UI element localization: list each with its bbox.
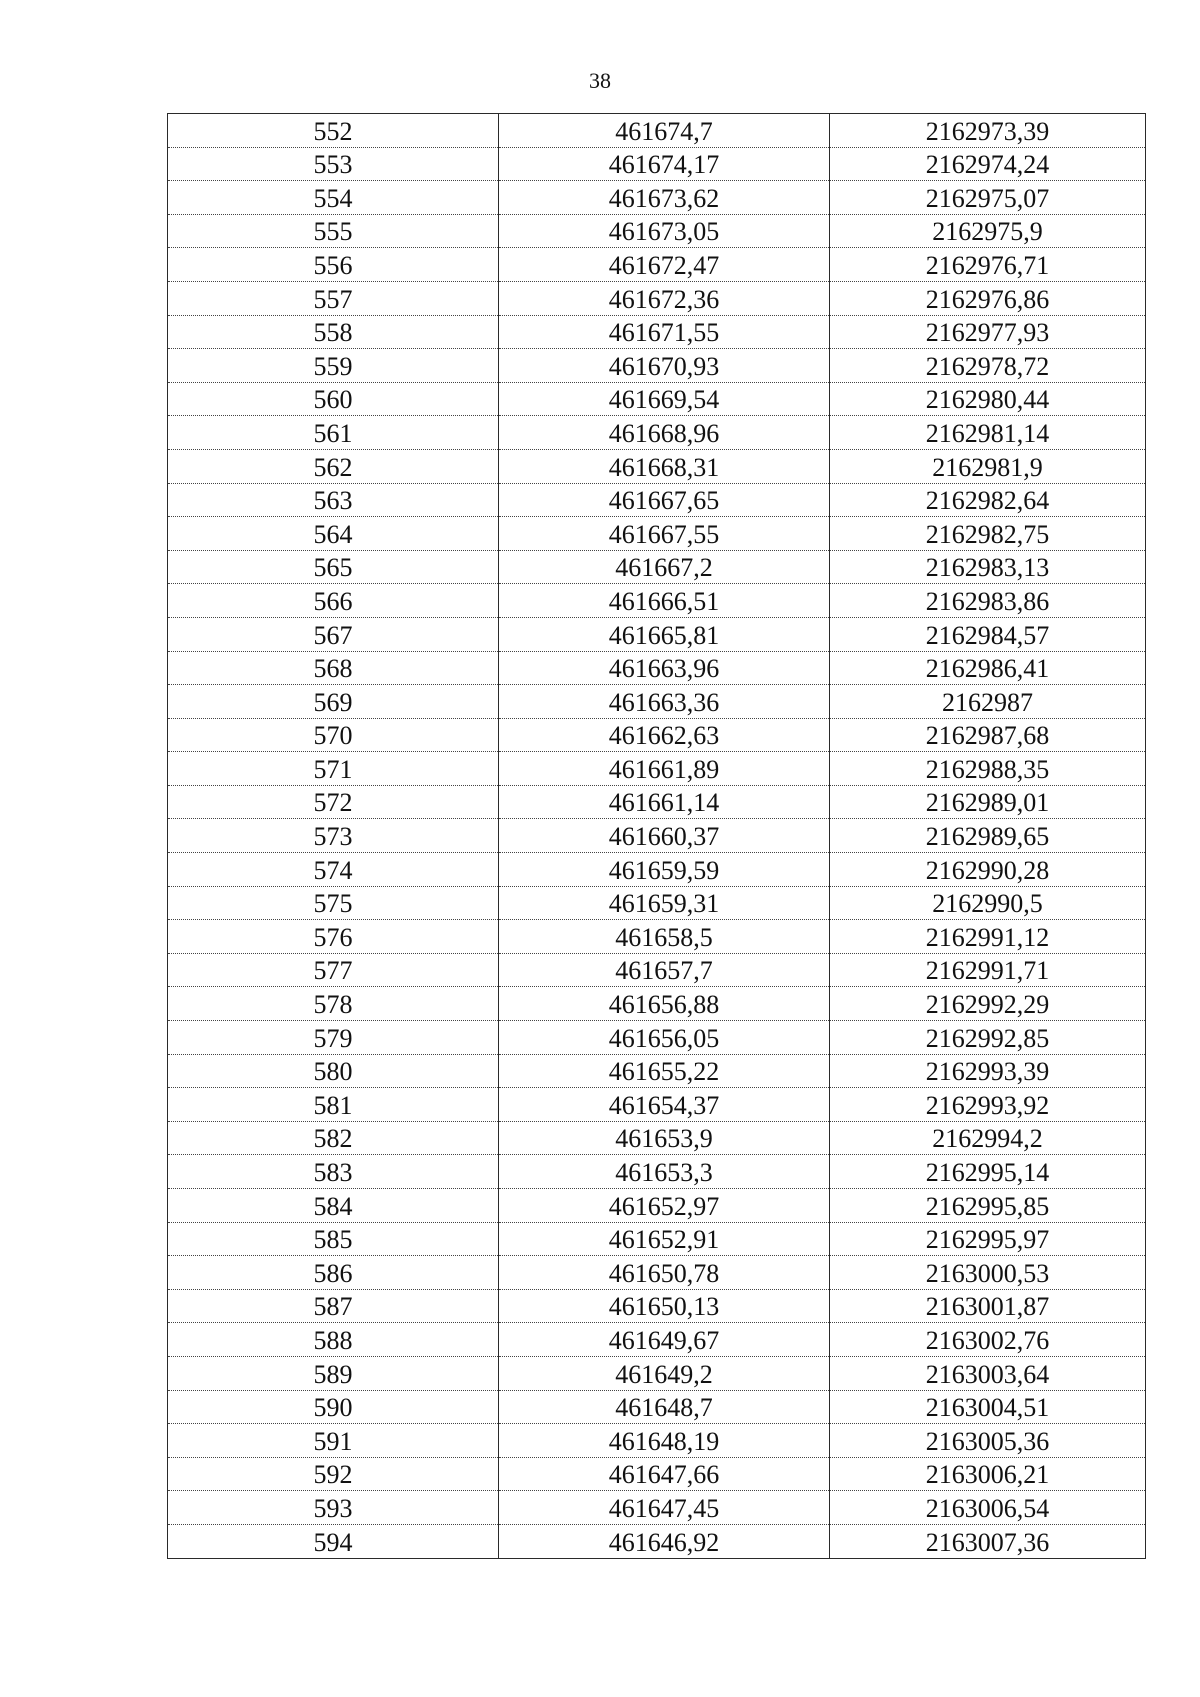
- x-coordinate-cell: 461667,65: [499, 483, 830, 517]
- y-coordinate-cell: 2162975,07: [830, 181, 1146, 215]
- x-coordinate-cell: 461663,36: [499, 685, 830, 719]
- y-coordinate-cell: 2162983,13: [830, 550, 1146, 584]
- coordinates-table-body: [168, 114, 1146, 1559]
- x-coordinate-cell: 461659,59: [499, 853, 830, 887]
- y-coordinate-cell: 2162980,44: [830, 382, 1146, 416]
- point-number-cell: 573: [168, 819, 499, 853]
- x-coordinate-cell: 461650,78: [499, 1256, 830, 1290]
- y-coordinate-cell: 2163006,21: [830, 1457, 1146, 1491]
- point-number-cell: 568: [168, 651, 499, 685]
- x-coordinate-cell: 461667,55: [499, 517, 830, 551]
- point-number-cell: 581: [168, 1088, 499, 1122]
- x-coordinate-cell: 461674,7: [499, 114, 830, 148]
- y-coordinate-cell: 2162984,57: [830, 617, 1146, 651]
- y-coordinate-cell: 2162973,39: [830, 114, 1146, 148]
- point-number-cell: 567: [168, 617, 499, 651]
- y-coordinate-cell: 2162977,93: [830, 315, 1146, 349]
- y-coordinate-cell: 2162987,68: [830, 718, 1146, 752]
- x-coordinate-cell: 461653,3: [499, 1155, 830, 1189]
- x-coordinate-cell: 461654,37: [499, 1088, 830, 1122]
- table-row: [168, 382, 1146, 416]
- table-row: [168, 651, 1146, 685]
- point-number-cell: 569: [168, 685, 499, 719]
- y-coordinate-cell: 2162983,86: [830, 584, 1146, 618]
- point-number-cell: 587: [168, 1289, 499, 1323]
- point-number-cell: 572: [168, 785, 499, 819]
- x-coordinate-cell: 461650,13: [499, 1289, 830, 1323]
- y-coordinate-cell: 2162993,92: [830, 1088, 1146, 1122]
- table-row: [168, 1088, 1146, 1122]
- x-coordinate-cell: 461661,14: [499, 785, 830, 819]
- table-row: [168, 1222, 1146, 1256]
- y-coordinate-cell: 2163000,53: [830, 1256, 1146, 1290]
- point-number-cell: 574: [168, 853, 499, 887]
- table-row: [168, 248, 1146, 282]
- point-number-cell: 558: [168, 315, 499, 349]
- table-row: [168, 1256, 1146, 1290]
- table-row: [168, 1155, 1146, 1189]
- point-number-cell: 552: [168, 114, 499, 148]
- table-row: [168, 550, 1146, 584]
- x-coordinate-cell: 461657,7: [499, 953, 830, 987]
- point-number-cell: 576: [168, 920, 499, 954]
- table-row: [168, 1524, 1146, 1558]
- table-row: [168, 1021, 1146, 1055]
- x-coordinate-cell: 461673,62: [499, 181, 830, 215]
- point-number-cell: 557: [168, 281, 499, 315]
- y-coordinate-cell: 2162994,2: [830, 1121, 1146, 1155]
- table-row: [168, 1491, 1146, 1525]
- table-row: [168, 853, 1146, 887]
- y-coordinate-cell: 2162976,71: [830, 248, 1146, 282]
- table-row: [168, 752, 1146, 786]
- x-coordinate-cell: 461655,22: [499, 1054, 830, 1088]
- table-row: [168, 1390, 1146, 1424]
- x-coordinate-cell: 461658,5: [499, 920, 830, 954]
- table-row: [168, 1356, 1146, 1390]
- y-coordinate-cell: 2162982,64: [830, 483, 1146, 517]
- y-coordinate-cell: 2162992,85: [830, 1021, 1146, 1055]
- x-coordinate-cell: 461672,36: [499, 281, 830, 315]
- y-coordinate-cell: 2162995,97: [830, 1222, 1146, 1256]
- table-row: [168, 584, 1146, 618]
- point-number-cell: 591: [168, 1424, 499, 1458]
- x-coordinate-cell: 461663,96: [499, 651, 830, 685]
- table-row: [168, 718, 1146, 752]
- table-row: [168, 147, 1146, 181]
- table-row: [168, 617, 1146, 651]
- table-row: [168, 1323, 1146, 1357]
- point-number-cell: 561: [168, 416, 499, 450]
- x-coordinate-cell: 461666,51: [499, 584, 830, 618]
- y-coordinate-cell: 2162981,14: [830, 416, 1146, 450]
- y-coordinate-cell: 2162974,24: [830, 147, 1146, 181]
- x-coordinate-cell: 461652,97: [499, 1189, 830, 1223]
- point-number-cell: 583: [168, 1155, 499, 1189]
- point-number-cell: 584: [168, 1189, 499, 1223]
- y-coordinate-cell: 2162995,14: [830, 1155, 1146, 1189]
- y-coordinate-cell: 2162990,5: [830, 886, 1146, 920]
- table-row: [168, 214, 1146, 248]
- table-row: [168, 1054, 1146, 1088]
- point-number-cell: 578: [168, 987, 499, 1021]
- y-coordinate-cell: 2162991,71: [830, 953, 1146, 987]
- table-row: [168, 987, 1146, 1021]
- point-number-cell: 582: [168, 1121, 499, 1155]
- page-number: 38: [589, 68, 611, 93]
- x-coordinate-cell: 461649,2: [499, 1356, 830, 1390]
- table-row: [168, 517, 1146, 551]
- point-number-cell: 560: [168, 382, 499, 416]
- point-number-cell: 570: [168, 718, 499, 752]
- point-number-cell: 579: [168, 1021, 499, 1055]
- x-coordinate-cell: 461656,05: [499, 1021, 830, 1055]
- table-row: [168, 315, 1146, 349]
- y-coordinate-cell: 2163006,54: [830, 1491, 1146, 1525]
- y-coordinate-cell: 2162989,65: [830, 819, 1146, 853]
- table-row: [168, 281, 1146, 315]
- point-number-cell: 565: [168, 550, 499, 584]
- point-number-cell: 580: [168, 1054, 499, 1088]
- table-row: [168, 886, 1146, 920]
- table-row: [168, 449, 1146, 483]
- y-coordinate-cell: 2162990,28: [830, 853, 1146, 887]
- y-coordinate-cell: 2162992,29: [830, 987, 1146, 1021]
- point-number-cell: 592: [168, 1457, 499, 1491]
- point-number-cell: 563: [168, 483, 499, 517]
- y-coordinate-cell: 2162988,35: [830, 752, 1146, 786]
- x-coordinate-cell: 461660,37: [499, 819, 830, 853]
- table-row: [168, 114, 1146, 148]
- x-coordinate-cell: 461656,88: [499, 987, 830, 1021]
- x-coordinate-cell: 461648,19: [499, 1424, 830, 1458]
- x-coordinate-cell: 461670,93: [499, 349, 830, 383]
- x-coordinate-cell: 461647,45: [499, 1491, 830, 1525]
- table-row: [168, 483, 1146, 517]
- table-row: [168, 1289, 1146, 1323]
- point-number-cell: 566: [168, 584, 499, 618]
- table-row: [168, 349, 1146, 383]
- point-number-cell: 577: [168, 953, 499, 987]
- x-coordinate-cell: 461672,47: [499, 248, 830, 282]
- x-coordinate-cell: 461661,89: [499, 752, 830, 786]
- y-coordinate-cell: 2162978,72: [830, 349, 1146, 383]
- point-number-cell: 553: [168, 147, 499, 181]
- table-row: [168, 1457, 1146, 1491]
- table-row: [168, 953, 1146, 987]
- point-number-cell: 562: [168, 449, 499, 483]
- point-number-cell: 590: [168, 1390, 499, 1424]
- x-coordinate-cell: 461673,05: [499, 214, 830, 248]
- point-number-cell: 559: [168, 349, 499, 383]
- x-coordinate-cell: 461667,2: [499, 550, 830, 584]
- table-row: [168, 181, 1146, 215]
- point-number-cell: 564: [168, 517, 499, 551]
- coordinates-table: [167, 113, 1146, 1559]
- y-coordinate-cell: 2163005,36: [830, 1424, 1146, 1458]
- x-coordinate-cell: 461648,7: [499, 1390, 830, 1424]
- y-coordinate-cell: 2163007,36: [830, 1524, 1146, 1558]
- point-number-cell: 594: [168, 1524, 499, 1558]
- x-coordinate-cell: 461649,67: [499, 1323, 830, 1357]
- y-coordinate-cell: 2162976,86: [830, 281, 1146, 315]
- x-coordinate-cell: 461669,54: [499, 382, 830, 416]
- y-coordinate-cell: 2162975,9: [830, 214, 1146, 248]
- point-number-cell: 593: [168, 1491, 499, 1525]
- x-coordinate-cell: 461646,92: [499, 1524, 830, 1558]
- table-row: [168, 1121, 1146, 1155]
- x-coordinate-cell: 461647,66: [499, 1457, 830, 1491]
- y-coordinate-cell: 2162981,9: [830, 449, 1146, 483]
- x-coordinate-cell: 461671,55: [499, 315, 830, 349]
- x-coordinate-cell: 461653,9: [499, 1121, 830, 1155]
- x-coordinate-cell: 461668,96: [499, 416, 830, 450]
- y-coordinate-cell: 2163002,76: [830, 1323, 1146, 1357]
- x-coordinate-cell: 461674,17: [499, 147, 830, 181]
- point-number-cell: 575: [168, 886, 499, 920]
- y-coordinate-cell: 2163001,87: [830, 1289, 1146, 1323]
- point-number-cell: 588: [168, 1323, 499, 1357]
- table-row: [168, 785, 1146, 819]
- table-row: [168, 819, 1146, 853]
- x-coordinate-cell: 461662,63: [499, 718, 830, 752]
- point-number-cell: 571: [168, 752, 499, 786]
- y-coordinate-cell: 2162993,39: [830, 1054, 1146, 1088]
- y-coordinate-cell: 2163003,64: [830, 1356, 1146, 1390]
- y-coordinate-cell: 2162995,85: [830, 1189, 1146, 1223]
- x-coordinate-cell: 461659,31: [499, 886, 830, 920]
- point-number-cell: 556: [168, 248, 499, 282]
- table-row: [168, 920, 1146, 954]
- y-coordinate-cell: 2162991,12: [830, 920, 1146, 954]
- y-coordinate-cell: 2163004,51: [830, 1390, 1146, 1424]
- y-coordinate-cell: 2162982,75: [830, 517, 1146, 551]
- point-number-cell: 586: [168, 1256, 499, 1290]
- point-number-cell: 554: [168, 181, 499, 215]
- table-row: [168, 685, 1146, 719]
- table-row: [168, 416, 1146, 450]
- y-coordinate-cell: 2162986,41: [830, 651, 1146, 685]
- table-row: [168, 1189, 1146, 1223]
- point-number-cell: 589: [168, 1356, 499, 1390]
- x-coordinate-cell: 461665,81: [499, 617, 830, 651]
- table-row: [168, 1424, 1146, 1458]
- point-number-cell: 555: [168, 214, 499, 248]
- point-number-cell: 585: [168, 1222, 499, 1256]
- x-coordinate-cell: 461652,91: [499, 1222, 830, 1256]
- y-coordinate-cell: 2162989,01: [830, 785, 1146, 819]
- x-coordinate-cell: 461668,31: [499, 449, 830, 483]
- y-coordinate-cell: 2162987: [830, 685, 1146, 719]
